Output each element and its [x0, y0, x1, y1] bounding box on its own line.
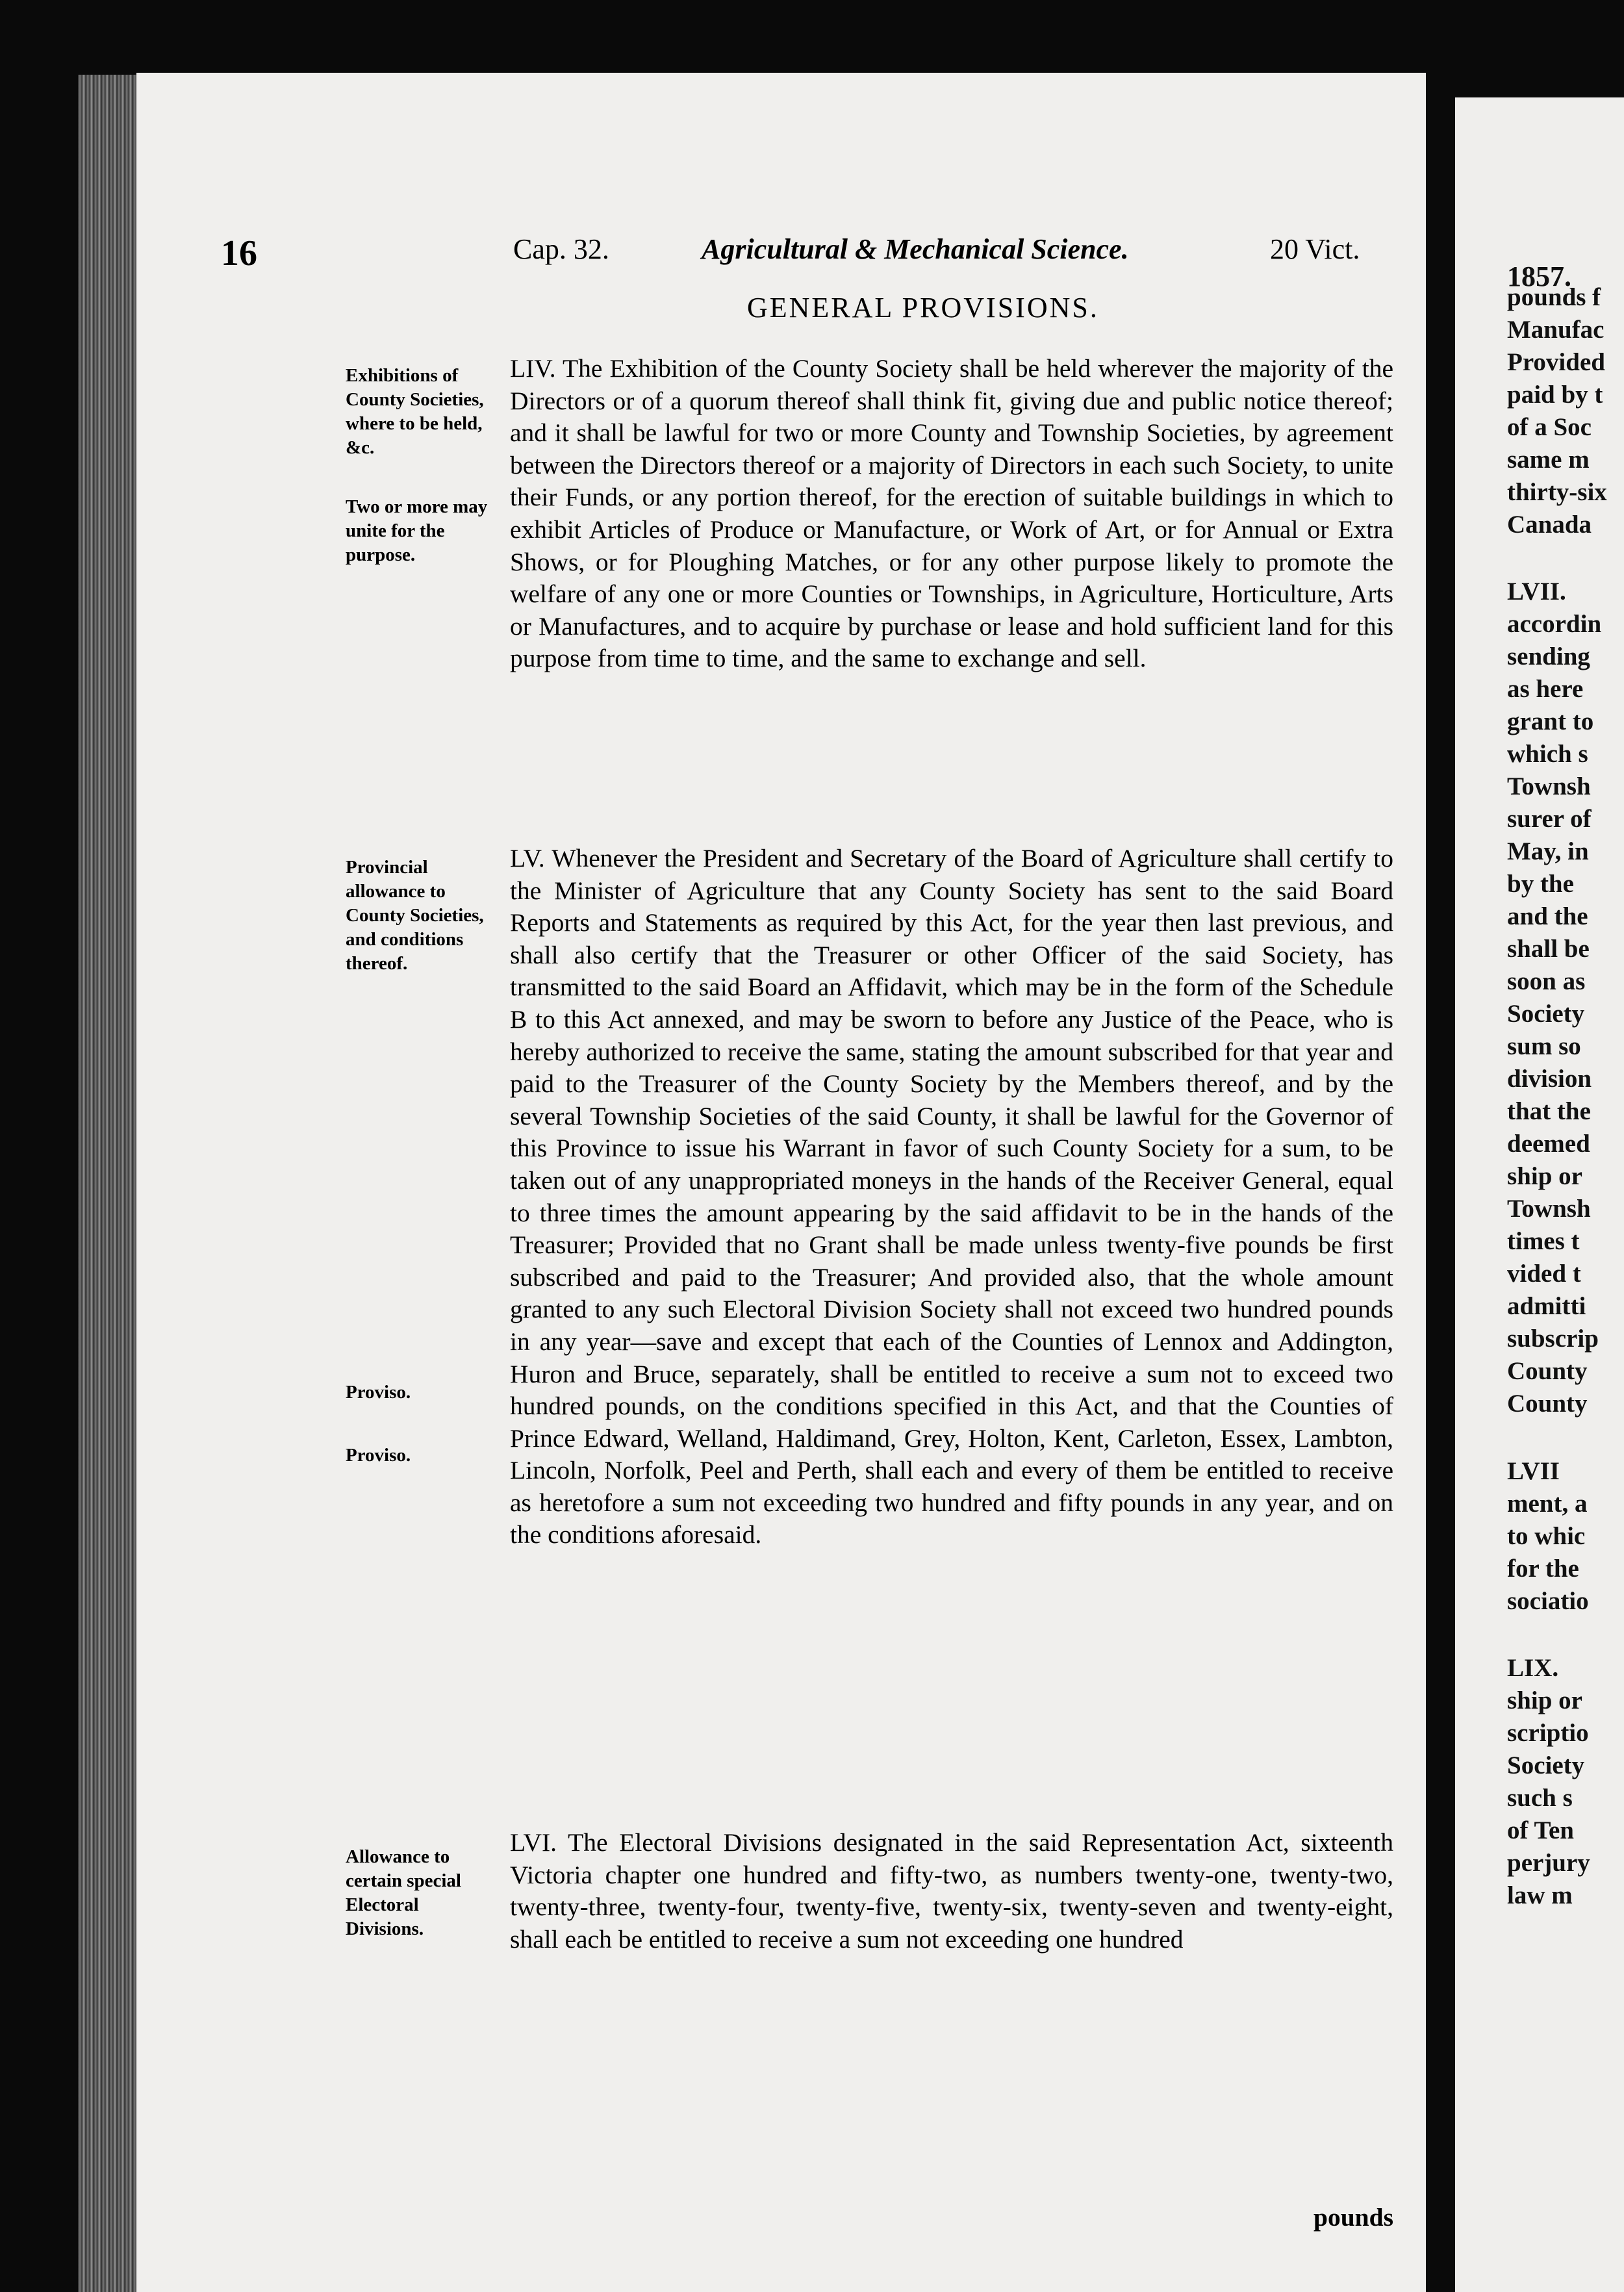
- right-page-line: Society: [1507, 1751, 1585, 1779]
- section-paragraph: LV. Whenever the President and Secretary of the Board of Agriculture shall certify to the Minister of Agriculture that any County Society has sent to the said Board Reports and Statements as required by this Act, for the year then last previous, and shall also certify that the Treasurer or other Officer of the said Society, has transmitted to the said Board an Affidavit, which may be in the form of the Schedule B to this Act annexed, and may be sworn to before any Justice of the Peace, who is hereby authorized to receive the same, stating the amount subscribed for that year and paid to the Treasurer of the County Society by the Members thereof, and by the several Township Societies of the said County, it shall be lawful for the Governor of this Province to issue his Warrant in favor of such County Society for a sum, to be taken out of any unappropriated moneys in the hands of the Receiver General, equal to three times the amount appearing by the said affidavit to be in the hands of the Treasurer; Provided that no Grant shall be made unless twenty-five pounds be first subscribed and paid to the Treasurer; And provided also, that the whole amount granted to any such Electoral Division Society shall not exceed two hundred pounds in any year—save and except that each of the Counties of Lennox and Addington, Huron and Bruce, separately, shall be entitled to receive a sum not to exceed two hundred pounds, on the conditions specified in this Act, and that the Counties of Prince Edward, Welland, Haldimand, Grey, Holton, Kent, Carleton, Essex, Lambton, Lincoln, Norfolk, Peel and Perth, shall each and every of them be entitled to receive as heretofore a sum not exceeding two hundred and fifty pounds in any year, and on the conditions aforesaid.: [510, 844, 1393, 1549]
- right-page-line: shall be: [1507, 935, 1590, 963]
- right-page-line: Townsh: [1507, 772, 1591, 800]
- right-page-line: Manufac: [1507, 316, 1605, 344]
- right-page-line: LIX.: [1507, 1654, 1559, 1682]
- right-page-line: May, in: [1507, 837, 1589, 865]
- right-page-line: times t: [1507, 1227, 1580, 1255]
- right-page-line: Townsh: [1507, 1195, 1591, 1223]
- right-page-line: to whic: [1507, 1522, 1586, 1550]
- right-page-line: sociatio: [1507, 1587, 1589, 1615]
- right-page-line: pounds f: [1507, 283, 1601, 311]
- right-page-line: that the: [1507, 1097, 1591, 1125]
- right-page-line: Society: [1507, 1000, 1585, 1028]
- margin-note: Allowance to certain special Electoral Divisions.: [346, 1846, 461, 1939]
- right-page-line: soon as: [1507, 967, 1586, 995]
- right-page-line: as here: [1507, 675, 1584, 703]
- right-page-line: County: [1507, 1357, 1588, 1385]
- right-page-line: sending: [1507, 643, 1590, 670]
- right-page-line: accordin: [1507, 610, 1602, 638]
- margin-note: Proviso.: [346, 1382, 411, 1403]
- chapter-label: Cap. 32.: [513, 233, 609, 265]
- right-page-line: thirty-six: [1507, 478, 1607, 506]
- margin-note: Exhibitions of County Societies, where to be held, &c.: [346, 365, 484, 458]
- right-page-line: such s: [1507, 1784, 1573, 1812]
- right-page-line: scriptio: [1507, 1719, 1589, 1747]
- right-page-year: 1857.: [1507, 261, 1571, 292]
- right-page-line: grant to: [1507, 707, 1594, 735]
- right-page-line: which s: [1507, 740, 1588, 768]
- right-page-line: surer of: [1507, 805, 1592, 833]
- right-page-line: admitti: [1507, 1292, 1586, 1320]
- running-title: Agricultural & Mechanical Science.: [702, 233, 1129, 265]
- right-page-line: of a Soc: [1507, 413, 1592, 441]
- margin-note: Provincial allowance to County Societies, and conditions thereof.: [346, 857, 484, 974]
- right-page-line: for the: [1507, 1555, 1579, 1583]
- right-page-line: subscrip: [1507, 1325, 1599, 1353]
- section-title: GENERAL PROVISIONS.: [747, 292, 1099, 324]
- right-page-line: LVII.: [1507, 578, 1566, 605]
- right-page-line: of Ten: [1507, 1816, 1574, 1844]
- right-page-line: division: [1507, 1065, 1592, 1093]
- section-paragraph: LVI. The Electoral Divisions designated in the said Representation Act, sixteenth Victoria chapter one hundred and fifty-two, as numbers twenty-one, twenty-two, twenty-three, twenty-four, twenty-five, twenty-six, twenty-seven and twenty-eight, shall each be entitled to receive a sum not exceeding one hundred: [510, 1828, 1393, 1954]
- right-page-line: ship or: [1507, 1687, 1582, 1714]
- right-page-line: and the: [1507, 902, 1588, 930]
- catchword: pounds: [1313, 2203, 1393, 2232]
- right-page-line: vided t: [1507, 1260, 1581, 1288]
- right-page-line: ship or: [1507, 1162, 1582, 1190]
- page-number: 16: [221, 233, 257, 274]
- regnal-year: 20 Vict.: [1270, 233, 1360, 265]
- right-page-line: same m: [1507, 446, 1590, 474]
- section-paragraph: LIV. The Exhibition of the County Society shall be held wherever the majority of the Directors or of a quorum thereof shall think fit, giving due and public notice thereof; and it shall be lawful for two or more County and Township Societies, by agreement between the Directors thereof or a majority of Directors in each such Society, to unite their Funds, or any portion thereof, for the erection of suitable buildings in which to exhibit Articles of Produce or Manufacture, or Work of Art, or for Annual or Extra Shows, or for Ploughing Matches, or for any other purpose likely to promote the welfare of any one or more Counties or Townships, in Agriculture, Horticulture, Arts or Manufactures, and to acquire by purchase or lease and hold sufficient land for this purpose from time to time, and the same to exchange and sell.: [510, 354, 1393, 673]
- margin-note: Proviso.: [346, 1445, 411, 1466]
- right-page-line: ment, a: [1507, 1490, 1588, 1518]
- right-page-line: LVII: [1507, 1457, 1560, 1485]
- right-page-line: Provided: [1507, 348, 1605, 376]
- right-page-line: sum so: [1507, 1032, 1581, 1060]
- book-binding-edge: [78, 75, 143, 2292]
- right-page-line: Canada: [1507, 511, 1592, 539]
- right-page-line: deemed: [1507, 1130, 1590, 1158]
- right-page-line: perjury: [1507, 1849, 1590, 1877]
- right-page-line: paid by t: [1507, 381, 1603, 409]
- right-page-line: County: [1507, 1390, 1588, 1418]
- right-page: [1455, 97, 1624, 2292]
- margin-note: Two or more may unite for the purpose.: [346, 496, 488, 565]
- running-header: [214, 233, 1397, 278]
- right-page-line: law m: [1507, 1881, 1573, 1909]
- right-page-line: by the: [1507, 870, 1574, 898]
